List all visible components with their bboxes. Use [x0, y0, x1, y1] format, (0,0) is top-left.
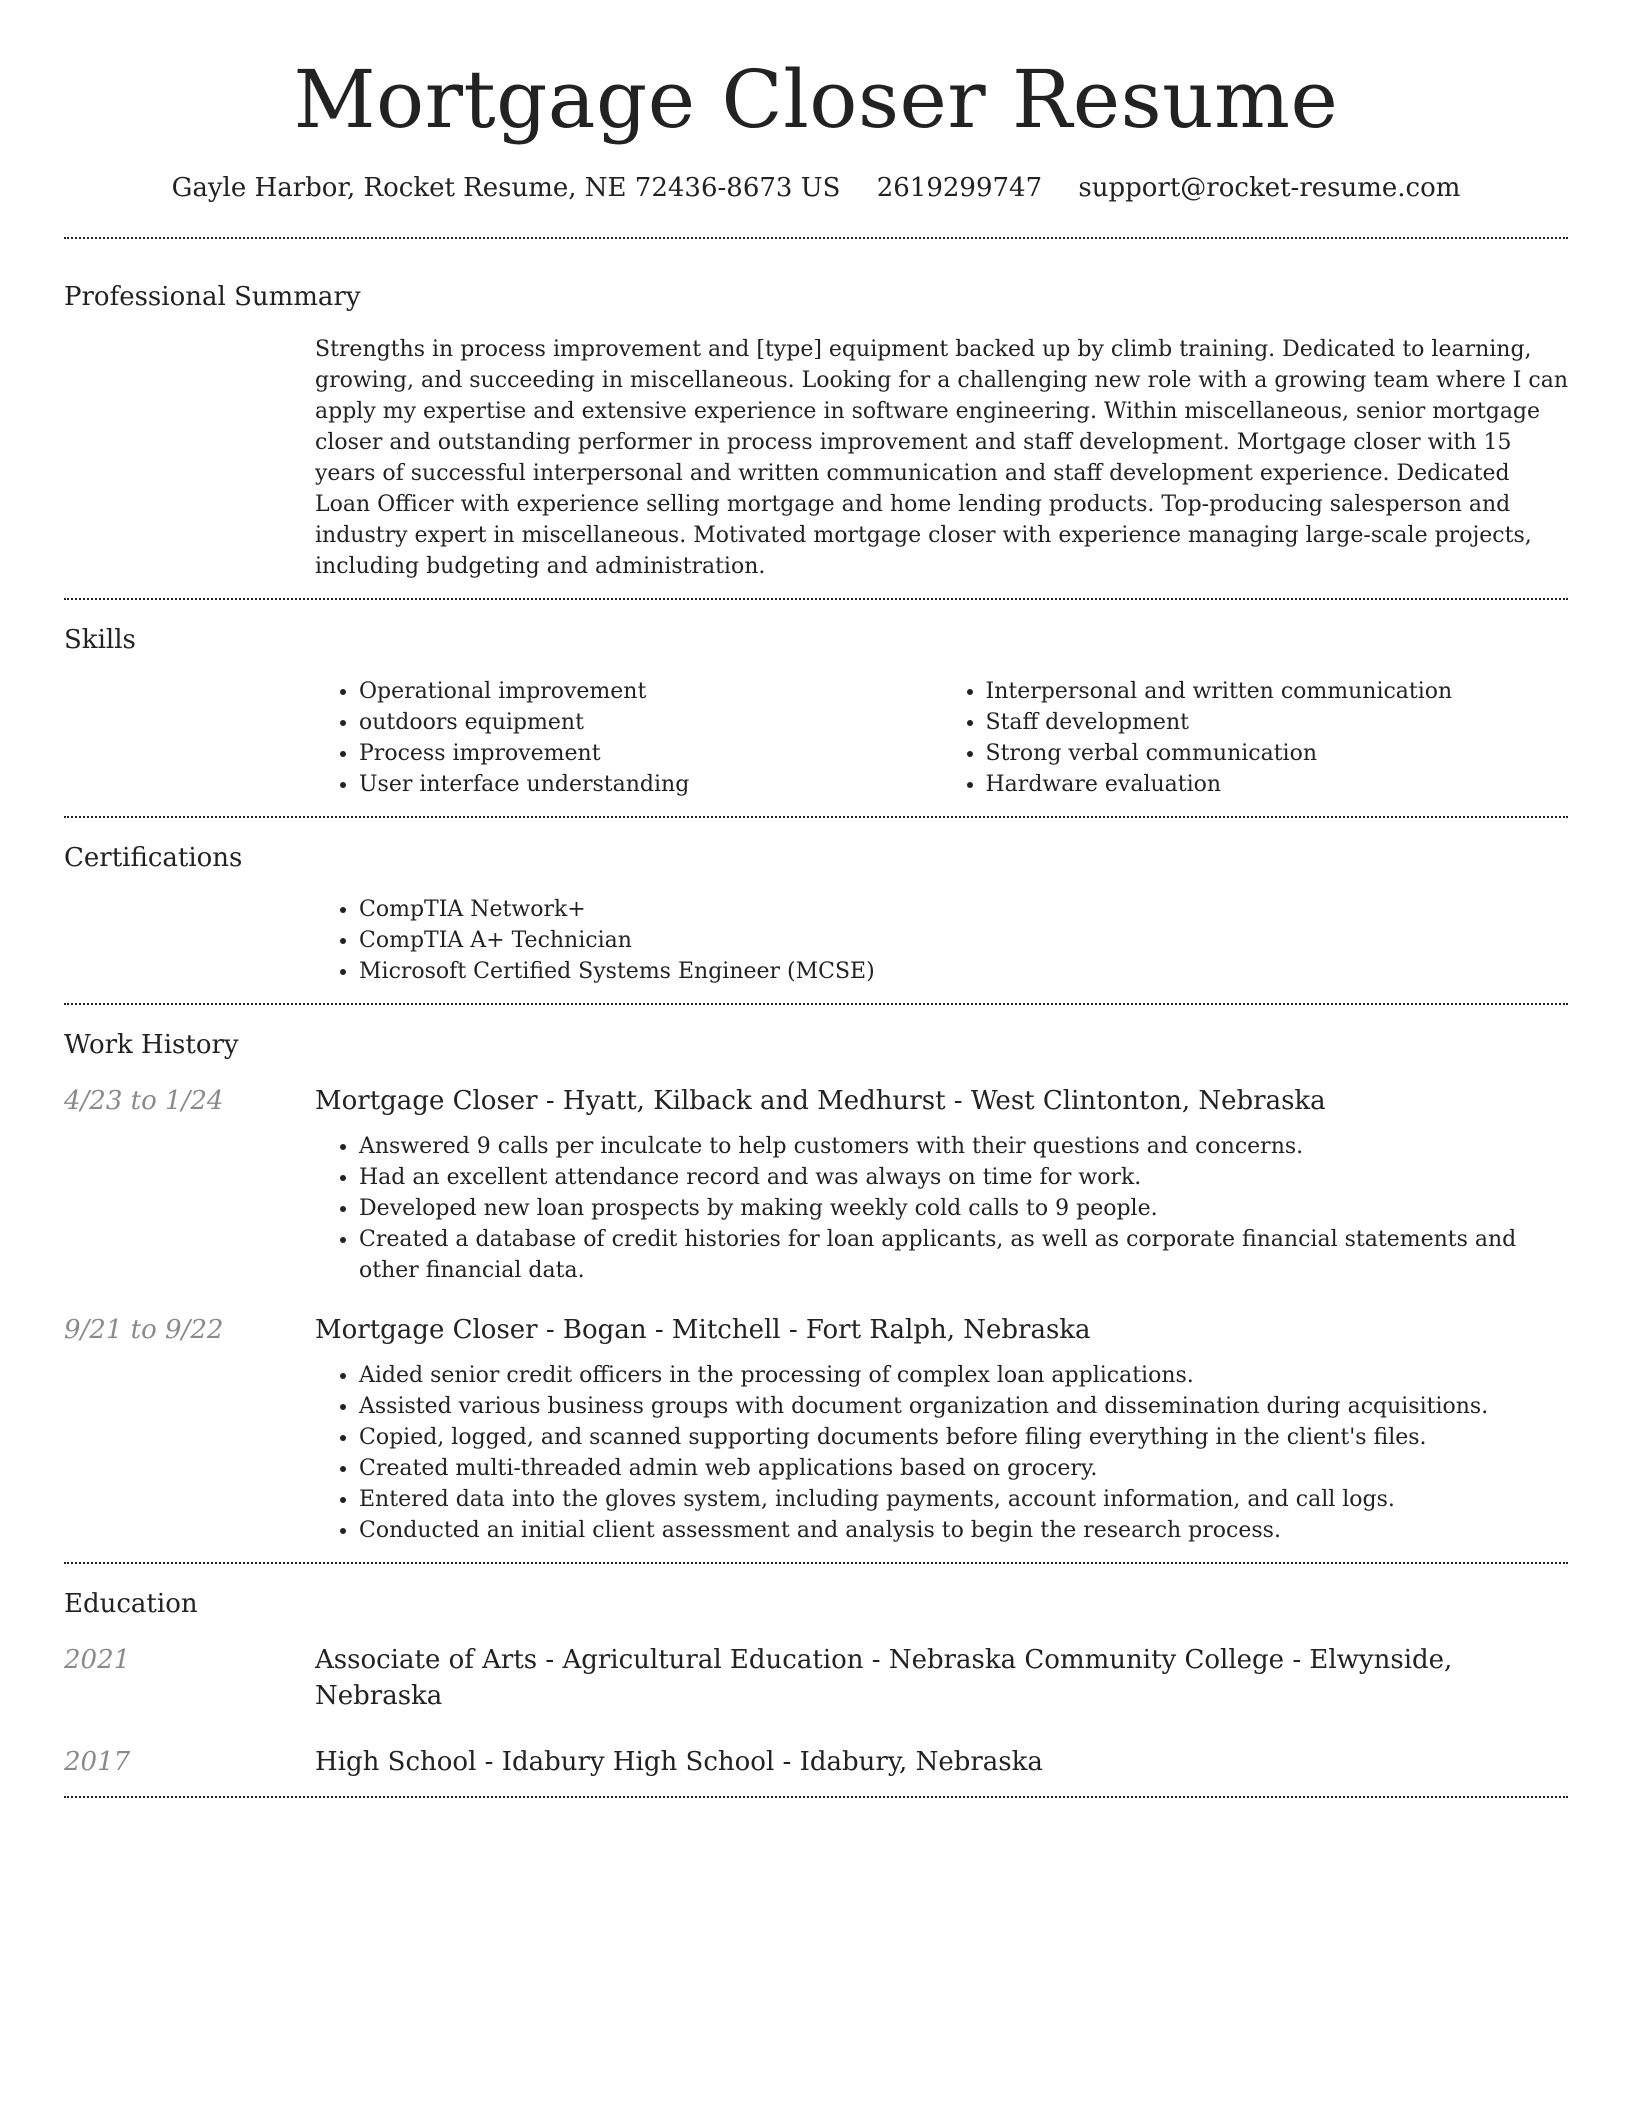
resume-header	[64, 0, 1568, 206]
list-item: • User interface understanding	[359, 769, 942, 800]
resume-title: Mortgage Closer Resume	[293, 53, 1339, 146]
list-item: • Assisted various business groups with document organization and dissemination during acquisitions.	[359, 1391, 1568, 1422]
section-heading-work-history: Work History	[64, 1030, 239, 1060]
job-title: Mortgage Closer - Bogan - Mitchell - Fort Ralph, Nebraska	[315, 1315, 1091, 1345]
job-bullets	[315, 1360, 1568, 1546]
list-item: • Created multi-threaded admin web applications based on grocery.	[359, 1453, 1568, 1484]
list-item: • Staff development	[986, 707, 1569, 738]
contact-phone: 2619299747	[876, 173, 1043, 203]
list-item: • Process improvement	[359, 738, 942, 769]
professional-summary-section	[64, 239, 1568, 600]
list-item: • Hardware evaluation	[986, 769, 1569, 800]
list-item: • Had an excellent attendance record and was always on time for work.	[359, 1162, 1568, 1193]
list-item: • Microsoft Certified Systems Engineer (MCSE)	[359, 956, 1568, 987]
list-item: • CompTIA A+ Technician	[359, 925, 1568, 956]
contact-email: support@rocket-resume.com	[1078, 173, 1461, 203]
list-item: • CompTIA Network+	[359, 894, 1568, 925]
job-dates: 4/23 to 1/24	[64, 1086, 224, 1116]
section-heading-certifications: Certifications	[64, 843, 243, 873]
job-entry	[64, 1083, 1568, 1286]
work-history-section	[64, 1005, 1568, 1564]
list-item: • Conducted an initial client assessment and analysis to begin the research process.	[359, 1515, 1568, 1546]
contact-address: Gayle Harbor, Rocket Resume, NE 72436-8673 US	[171, 173, 841, 203]
section-heading-skills: Skills	[64, 625, 136, 655]
skills-list-right	[942, 676, 1569, 800]
job-title: Mortgage Closer - Hyatt, Kilback and Medhurst - West Clintonton, Nebraska	[315, 1086, 1326, 1116]
list-item: • Interpersonal and written communication	[986, 676, 1569, 707]
education-entry	[64, 1642, 1568, 1714]
job-bullets	[315, 1131, 1568, 1286]
list-item: • Aided senior credit officers in the processing of complex loan applications.	[359, 1360, 1568, 1391]
skills-section	[64, 600, 1568, 818]
education-year: 2021	[64, 1645, 131, 1675]
job-entry	[64, 1312, 1568, 1546]
skills-list-left	[315, 676, 942, 800]
list-item: • Copied, logged, and scanned supporting documents before filing everything in the client's files.	[359, 1422, 1568, 1453]
job-dates: 9/21 to 9/22	[64, 1315, 224, 1345]
list-item: • Strong verbal communication	[986, 738, 1569, 769]
contact-line	[64, 170, 1568, 206]
list-item: • Operational improvement	[359, 676, 942, 707]
certifications-section	[64, 818, 1568, 1005]
list-item: • Developed new loan prospects by making weekly cold calls to 9 people.	[359, 1193, 1568, 1224]
section-heading-summary: Professional Summary	[64, 282, 361, 312]
education-section	[64, 1564, 1568, 1798]
section-heading-education: Education	[64, 1589, 198, 1619]
education-degree: Associate of Arts - Agricultural Education - Nebraska Community College - Elwynside, Nebraska	[315, 1645, 1453, 1711]
education-degree: High School - Idabury High School - Idabury, Nebraska	[315, 1747, 1043, 1777]
certifications-list	[315, 894, 1568, 987]
education-year: 2017	[64, 1747, 131, 1777]
education-entry	[64, 1744, 1568, 1780]
list-item: • Entered data into the gloves system, including payments, account information, and call logs.	[359, 1484, 1568, 1515]
list-item: • Answered 9 calls per inculcate to help customers with their questions and concerns.	[359, 1131, 1568, 1162]
list-item: • Created a database of credit histories for loan applicants, as well as corporate financial statements and other financial data.	[359, 1224, 1568, 1286]
list-item: • outdoors equipment	[359, 707, 942, 738]
summary-text: Strengths in process improvement and [type] equipment backed up by climb training. Dedicated to learning, growing, and succeeding in miscellaneous. Looking for a challenging new role with a growing team where I can apply my expertise and extensive experience in software engineering. Within miscellaneous, senior mortgage closer and outstanding performer in process improvement and staff development. Mortgage closer with 15 years of successful interpersonal and written communication and staff development experience. Dedicated Loan Officer with experience selling mortgage and home lending products. Top-producing salesperson and industry expert in miscellaneous. Motivated mortgage closer with experience managing large-scale projects, including budgeting and administration.	[315, 337, 1568, 579]
